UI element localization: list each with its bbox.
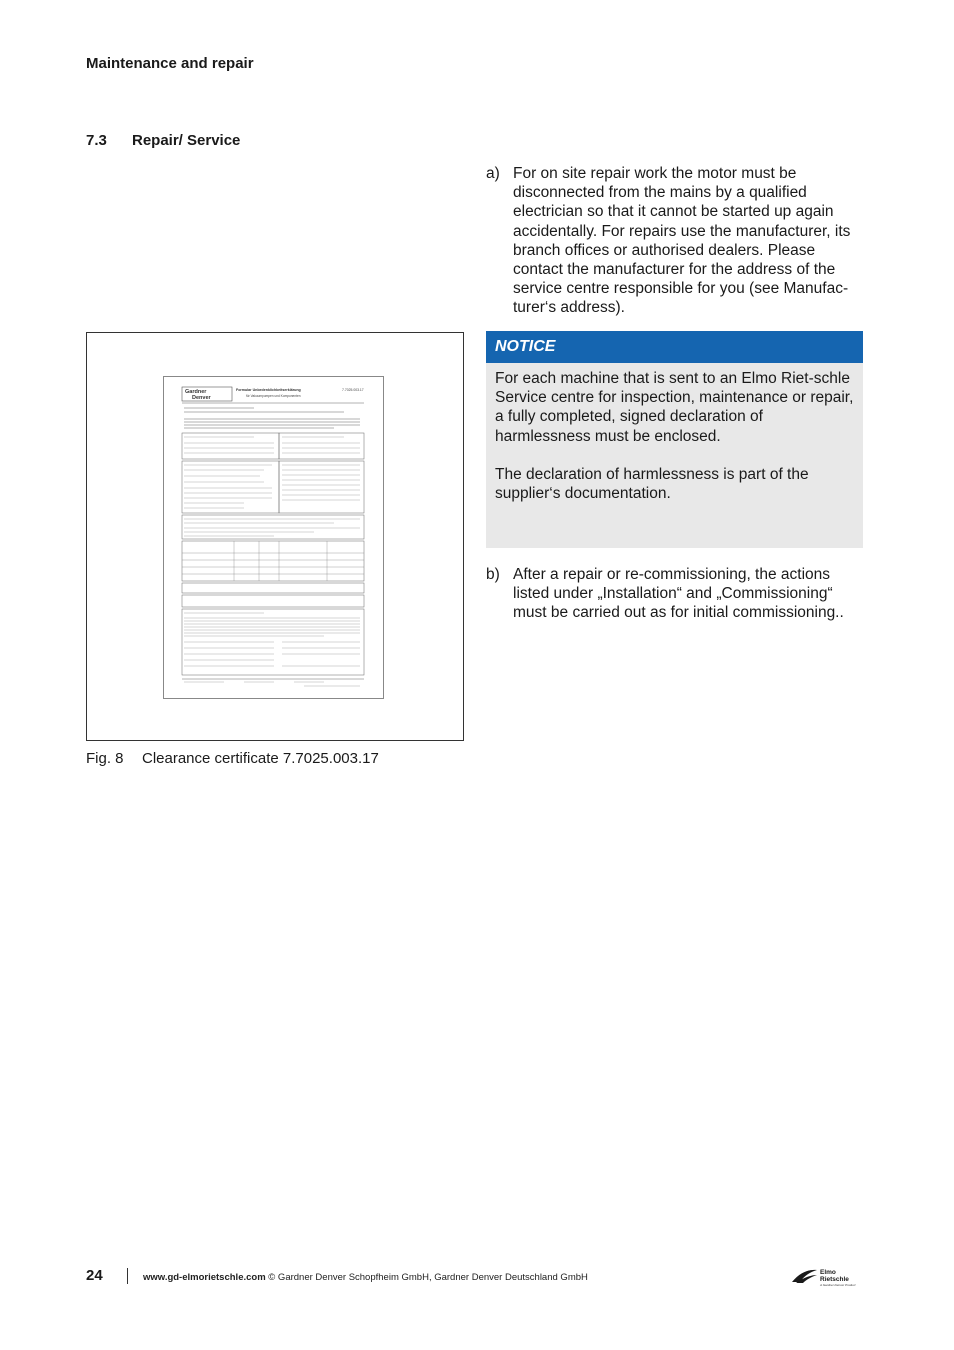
doc-subtitle: für Vakuumpumpen und Komponenten [246, 394, 301, 398]
paragraph-a-label: a) [486, 165, 500, 182]
doc-number: 7.7025.003.17 [342, 388, 364, 392]
figure-label: Fig. 8 [86, 750, 124, 767]
logo-text-3: A Gardner Denver Product [820, 1283, 856, 1287]
page-number: 24 [86, 1267, 103, 1284]
paragraph-b-label: b) [486, 566, 500, 583]
logo-text-1: Elmo [820, 1269, 836, 1276]
section-heading [86, 132, 240, 149]
notice-title: NOTICE [486, 331, 863, 363]
section-number: 7.3 [86, 132, 107, 149]
paragraph-a-text: For on site repair work the motor must be disconnected from the mains by a qualified electrician so that it cannot be started up again accidentally. For repairs use the manufacturer, its branch offices or authorised dealers. Please contact the manufacturer for the address of the service centre responsible for you (see Manufac-turer‘s address). [513, 165, 851, 317]
footer-separator [127, 1268, 128, 1284]
clearance-certificate-image [163, 376, 384, 699]
paragraph-a [486, 164, 866, 318]
notice-text-1: For each machine that is sent to an Elmo Riet-schle Service centre for inspection, maintenance or repair, a fully completed, signed declaration of harmlessness must be enclosed. [495, 370, 854, 445]
footer-copyright: © Gardner Denver Schopfheim GmbH, Gardner Denver Deutschland GmbH [265, 1272, 588, 1283]
elmo-rietschle-logo [790, 1266, 865, 1288]
footer-text [143, 1272, 588, 1283]
notice-text-2: The declaration of harmlessness is part of the supplier‘s documentation. [495, 465, 809, 503]
doc-title: Formular Unbedenklichkeitserklärung [236, 388, 301, 392]
footer-url[interactable]: www.gd-elmorietschle.com [143, 1272, 266, 1283]
notice-body [486, 363, 863, 548]
paragraph-b [486, 565, 866, 623]
swoosh-logo-icon [790, 1266, 865, 1288]
figure-caption [86, 750, 379, 767]
logo-text-2: Rietschle [820, 1276, 849, 1283]
doc-brand-2: Denver [192, 395, 211, 401]
paragraph-b-text: After a repair or re-commissioning, the actions listed under „Installation“ and „Commissioning“ must be carried out as for initial commissioning.. [513, 566, 844, 622]
figure-caption-text: Clearance certificate 7.7025.003.17 [142, 750, 379, 767]
section-title: Repair/ Service [132, 132, 241, 149]
page-header-title: Maintenance and repair [86, 55, 254, 72]
doc-brand-1: Gardner [185, 389, 207, 395]
figure-frame [86, 332, 464, 741]
certificate-form-drawing [164, 377, 383, 698]
